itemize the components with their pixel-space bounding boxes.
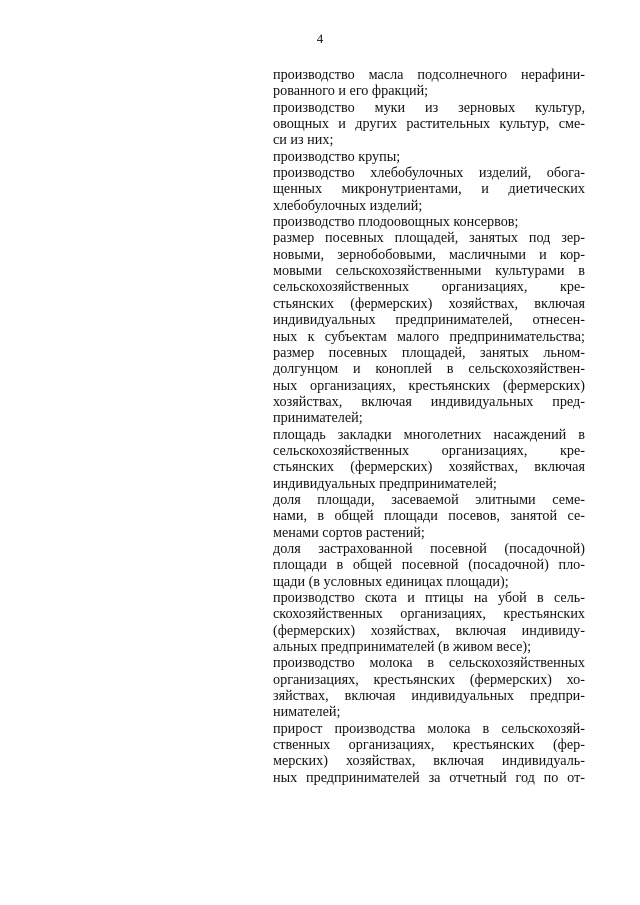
text-line: производство муки из зерновых культур, [273, 99, 585, 116]
text-line: щади (в условных единицах площади); [273, 573, 509, 590]
text-line: размер посевных площадей, занятых под зер- [273, 230, 585, 247]
text-line: доля застрахованной посевной (посадочной) [273, 540, 585, 557]
text-line: нимателей; [273, 704, 341, 721]
text-line: ных предпринимателей за отчетный год по от- [273, 769, 585, 786]
text-line: рованного и его фракций; [273, 83, 429, 100]
text-line: индивидуальных предпринимателей; [273, 475, 497, 492]
text-line: стьянских (фермерских) хозяйствах, включая [273, 459, 585, 476]
text-line: (фермерских) хозяйствах, включая индивиду- [273, 622, 585, 639]
text-line: хозяйствах, включая индивидуальных пред- [273, 393, 585, 410]
text-line: си из них; [273, 132, 334, 149]
text-line: овощных и других растительных культур, сме- [273, 116, 585, 133]
text-line: производство молока в сельскохозяйственных [273, 655, 585, 672]
text-line: производство плодоовощных консервов; [273, 214, 519, 231]
text-line: нами, в общей площади посевов, занятой се- [273, 508, 585, 525]
text-line: сельскохозяйственных организациях, кре- [273, 279, 585, 296]
text-line: ных к субъектам малого предпринимательства; [273, 328, 585, 345]
text-line: доля площади, засеваемой элитными семе- [273, 491, 585, 508]
text-line: скохозяйственных организациях, крестьянских [273, 606, 585, 623]
document-body [273, 67, 585, 786]
text-line: сельскохозяйственных организациях, кре- [273, 442, 585, 459]
text-line: ственных организациях, крестьянских (фер- [273, 737, 585, 754]
text-line: индивидуальных предпринимателей, отнесен- [273, 312, 585, 329]
text-line: мерских) хозяйствах, включая индивидуаль- [273, 753, 585, 770]
text-line: новыми, зернобобовыми, масличными и кор- [273, 246, 585, 263]
text-line: производство скота и птицы на убой в сель- [273, 590, 585, 606]
text-line: производство хлебобулочных изделий, обога- [273, 165, 585, 182]
text-line: хлебобулочных изделий; [273, 197, 423, 214]
text-line: размер посевных площадей, занятых льном- [273, 344, 585, 361]
text-line: альных предпринимателей (в живом весе); [273, 639, 532, 656]
text-line: стьянских (фермерских) хозяйствах, включая [273, 295, 585, 312]
page-number: 4 [316, 31, 324, 46]
text-line: площади в общей посевной (посадочной) пло- [273, 557, 585, 574]
text-line: мовыми сельскохозяйственными культурами в [273, 263, 585, 280]
text-line: площадь закладки многолетних насаждений в [273, 426, 585, 443]
text-line: принимателей; [273, 410, 363, 427]
text-line: производство масла подсолнечного нерафини- [273, 67, 585, 83]
text-line: прирост производства молока в сельскохозяй- [273, 720, 585, 737]
text-line: менами сортов растений; [273, 524, 425, 541]
text-line: производство крупы; [273, 148, 401, 165]
text-line: ных организациях, крестьянских (фермерских) [273, 377, 585, 394]
text-line: организациях, крестьянских (фермерских) хо- [273, 671, 585, 688]
text-line: зяйствах, включая индивидуальных предпри- [273, 688, 585, 705]
text-line: долгунцом и коноплей в сельскохозяйствен- [273, 361, 585, 378]
text-line: щенных микронутриентами, и диетических [273, 181, 585, 198]
